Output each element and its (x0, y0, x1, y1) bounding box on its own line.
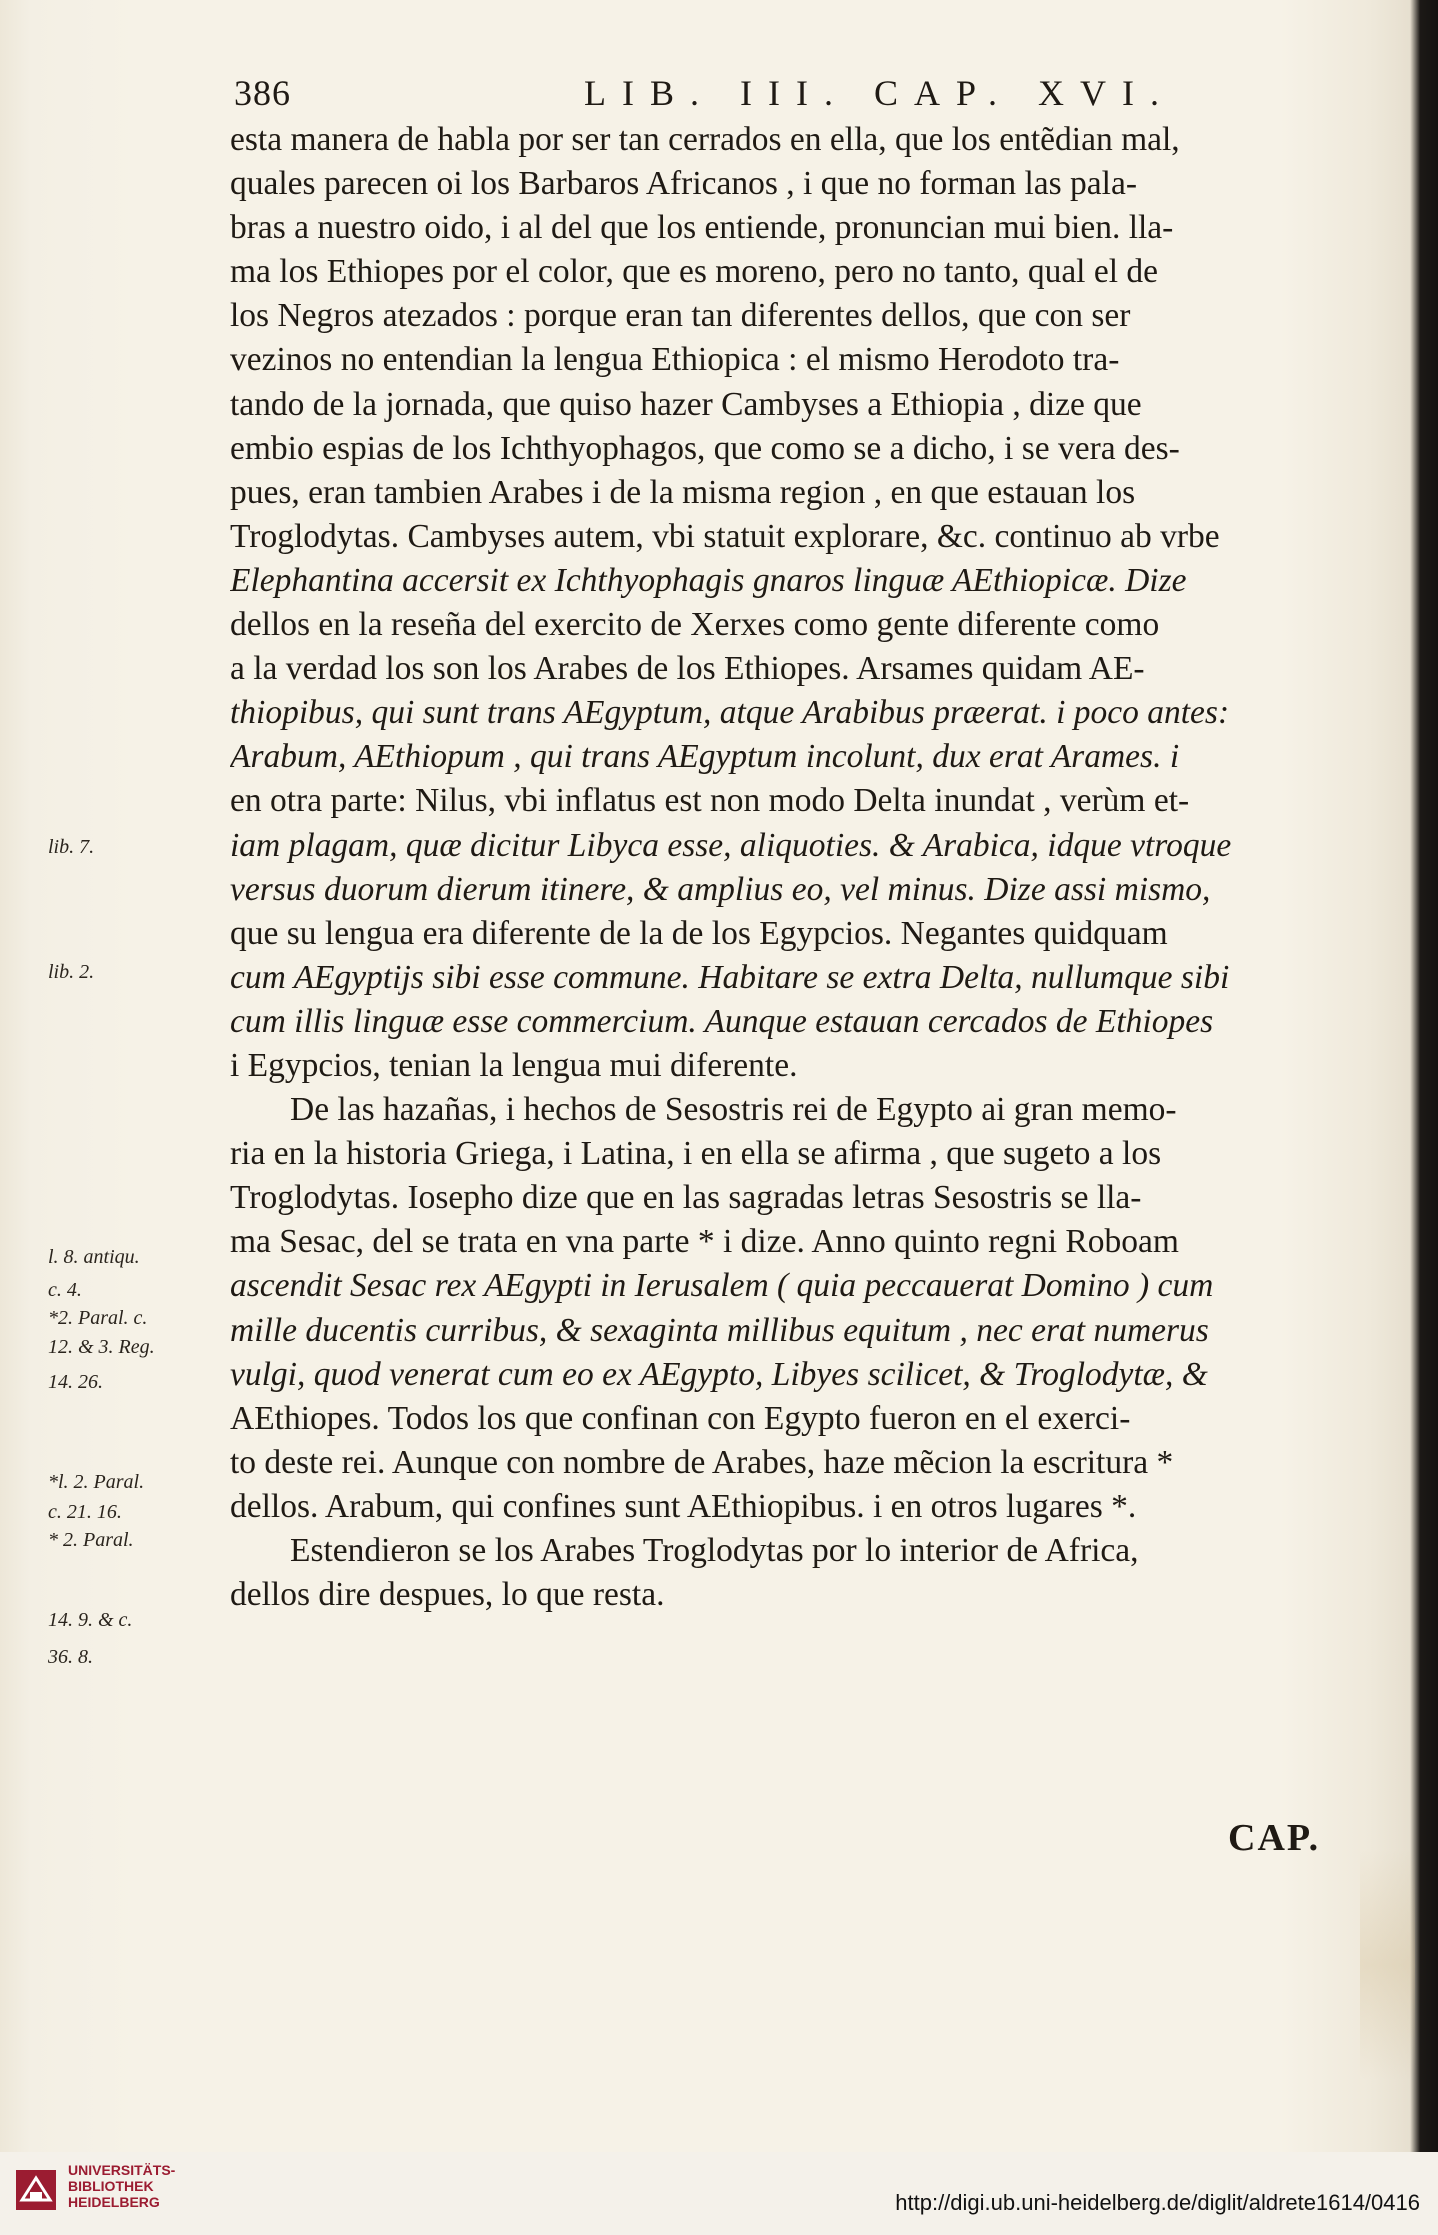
text-line-30: AEthiopes. Todos los que confinan con Egypto fueron en el exerci- (230, 1399, 1131, 1437)
text-line-5: los Negros atezados : porque eran tan diferentes dellos, que con ser (230, 297, 1131, 335)
page-number: 386 (234, 73, 291, 113)
main-text-block (230, 118, 1388, 1617)
text-line-4: ma los Ethiopes por el color, que es moreno, pero no tanto, qual el de (230, 253, 1159, 291)
text-line-3: bras a nuestro oido, i al del que los entiende, pronuncian mui bien. lla- (230, 209, 1174, 247)
text-line-12: dellos en la reseña del exercito de Xerxes como gente diferente como (230, 606, 1160, 644)
text-line-31: to deste rei. Aunque con nombre de Arabes, haze mẽcion la escritura * (230, 1443, 1174, 1481)
text-line-9: pues, eran tambien Arabes i de la misma region , en que estauan los (230, 473, 1136, 511)
margin-note-9: c. 21. 16. (48, 1501, 122, 1523)
library-name-line-3: HEIDELBERG (68, 2194, 160, 2210)
text-line-8: embio espias de los Ichthyophagos, que como se a dicho, i se vera des- (230, 429, 1180, 467)
text-line-7: tando de la jornada, que quiso hazer Cambyses a Ethiopia , dize que (230, 385, 1142, 423)
source-url-link[interactable]: http://digi.ub.uni-heidelberg.de/diglit/aldrete1614/0416 (895, 2190, 1420, 2215)
text-line-32: dellos. Arabum, qui confines sunt AEthiopibus. i en otros lugares *. (230, 1487, 1137, 1525)
library-name-line-2: BIBLIOTHEK (68, 2178, 154, 2194)
library-name-line-1: UNIVERSITÄTS- (68, 2162, 176, 2178)
library-name (68, 2162, 175, 2210)
text-line-34: dellos dire despues, lo que resta. (230, 1576, 665, 1614)
text-line-25: Troglodytas. Iosepho dize que en las sagradas letras Sesostris se lla- (230, 1179, 1142, 1217)
text-line-18: versus duorum dierum itinere, & amplius eo, vel minus. Dize assi mismo, (230, 870, 1211, 908)
text-line-16: en otra parte: Nilus, vbi inflatus est non modo Delta inundat , verùm et- (230, 782, 1190, 820)
text-line-21: cum illis linguæ esse commercium. Aunque estauan cercados de Ethiopes (230, 1002, 1214, 1040)
margin-note-11: 14. 9. & c. (48, 1609, 133, 1631)
text-line-23: De las hazañas, i hechos de Sesostris rei de Egypto ai gran memo- (290, 1091, 1177, 1129)
text-line-14: thiopibus, qui sunt trans AEgyptum, atque Arabibus præerat. i poco antes: (230, 694, 1230, 732)
text-line-22: i Egypcios, tenian la lengua mui diferente. (230, 1046, 798, 1084)
library-logo-icon (16, 2170, 56, 2210)
text-line-26: ma Sesac, del se trata en vna parte * i dize. Anno quinto regni Roboam (230, 1223, 1179, 1261)
running-head: LIB. III. CAP. XVI. (584, 73, 1175, 113)
text-line-13: a la verdad los son los Arabes de los Ethiopes. Arsames quidam AE- (230, 650, 1145, 688)
text-line-33: Estendieron se los Arabes Troglodytas por lo interior de Africa, (290, 1532, 1139, 1569)
margin-note-10: * 2. Paral. (48, 1529, 134, 1551)
text-line-29: vulgi, quod venerat cum eo ex AEgypto, Libyes scilicet, & Troglodytæ, & (230, 1355, 1208, 1393)
text-line-24: ria en la historia Griega, i Latina, i en ella se afirma , que sugeto a los (230, 1135, 1162, 1173)
text-line-11: Elephantina accersit ex Ichthyophagis gnaros linguæ AEthiopicæ. Dize (230, 561, 1187, 599)
text-line-6: vezinos no entendian la lengua Ethiopica : el mismo Herodoto tra- (230, 341, 1120, 379)
margin-note-3: l. 8. antiqu. (48, 1246, 140, 1268)
text-line-1: esta manera de habla por ser tan cerrados en ella, que los entẽdian mal, (230, 121, 1180, 158)
text-line-10: Troglodytas. Cambyses autem, vbi statuit explorare, &c. continuo ab vrbe (230, 517, 1220, 555)
margin-note-8: *l. 2. Paral. (48, 1471, 145, 1493)
text-line-28: mille ducentis curribus, & sexaginta millibus equitum , nec erat numerus (230, 1311, 1209, 1349)
paper-stain (1360, 1850, 1415, 2080)
text-line-2: quales parecen oi los Barbaros Africanos , i que no forman las pala- (230, 165, 1137, 203)
text-line-17: iam plagam, quæ dicitur Libyca esse, aliquoties. & Arabica, idque vtroque (230, 826, 1232, 864)
text-line-20: cum AEgyptijs sibi esse commune. Habitare se extra Delta, nullumque sibi (230, 958, 1230, 996)
margin-note-7: 14. 26. (48, 1371, 103, 1393)
margin-note-12: 36. 8. (48, 1646, 93, 1668)
text-line-19: que su lengua era diferente de la de los Egypcios. Negantes quidquam (230, 914, 1168, 952)
margin-note-1: lib. 7. (48, 836, 95, 858)
text-line-15: Arabum, AEthiopum , qui trans AEgyptum incolunt, dux erat Arames. i (230, 738, 1180, 776)
catchword: CAP. (1228, 1817, 1321, 1859)
margin-note-5: *2. Paral. c. (48, 1307, 148, 1329)
margin-note-6: 12. & 3. Reg. (48, 1336, 155, 1358)
margin-note-4: c. 4. (48, 1279, 82, 1301)
text-line-27: ascendit Sesac rex AEgypti in Ierusalem ( quia peccauerat Domino ) cum (230, 1267, 1214, 1305)
page-header (234, 72, 1364, 116)
margin-note-2: lib. 2. (48, 961, 95, 983)
